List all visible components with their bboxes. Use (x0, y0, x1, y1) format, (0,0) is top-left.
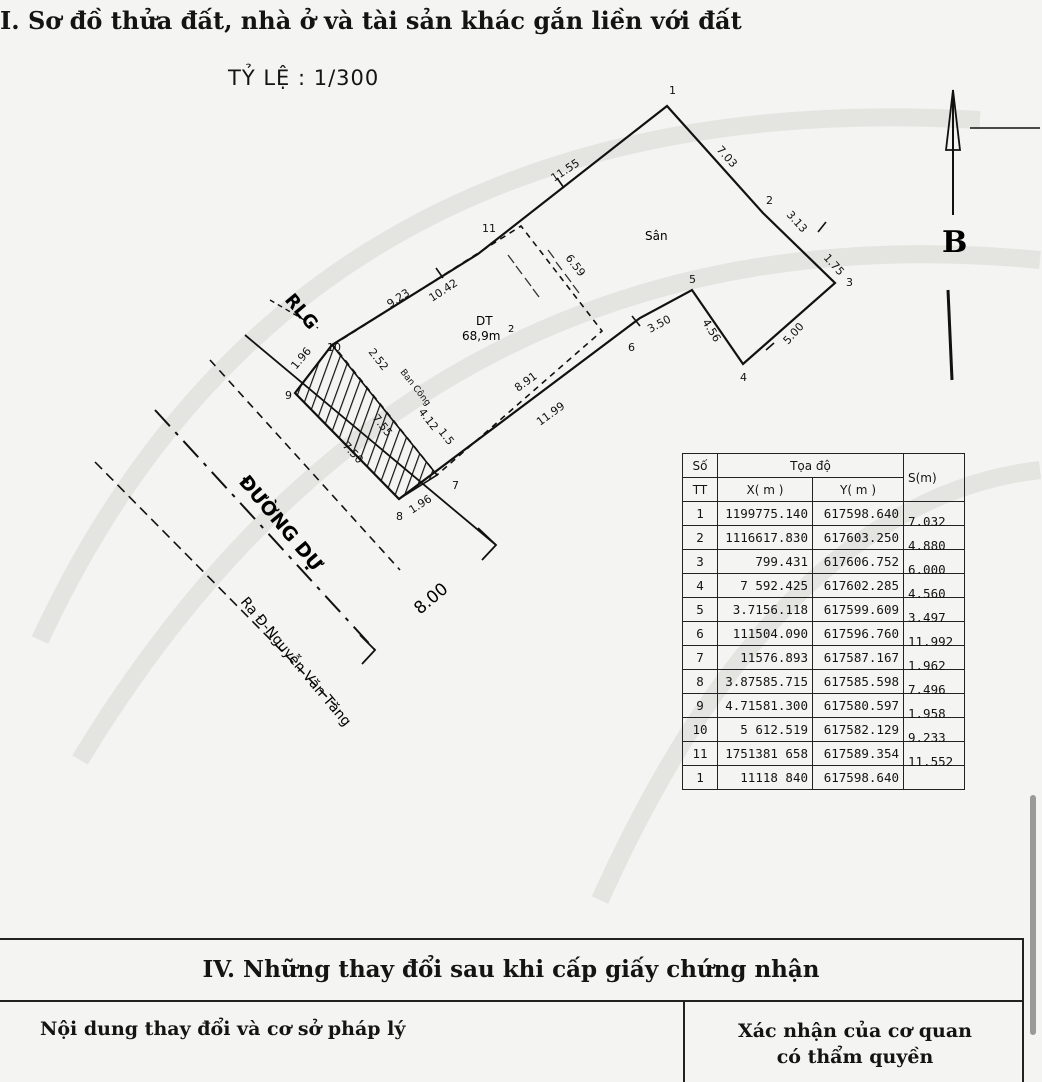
vertex-9: 9 (285, 389, 292, 402)
x-coordinate: 3.7156.118 (718, 598, 813, 622)
vertex-11: 11 (482, 222, 496, 235)
table-row (683, 622, 965, 646)
changes-section-title: IV. Những thay đổi sau khi cấp giấy chứng nhận (202, 956, 820, 983)
segment-length (904, 742, 965, 769)
header-coords: Tọa độ (718, 454, 904, 478)
road-direction-label: Ra Đ-Nguyễn Văn Tăng (236, 594, 355, 730)
point-number: 9 (683, 694, 718, 718)
y-coordinate: 617582.129 (813, 718, 904, 742)
y-coordinate: 617589.354 (813, 742, 904, 766)
authority-confirmation-header (690, 1018, 1020, 1070)
point-number: 4 (683, 574, 718, 598)
segment-length (904, 646, 965, 673)
change-content-header: Nội dung thay đổi và cơ sở pháp lý (40, 1018, 406, 1040)
y-coordinate: 617587.167 (813, 646, 904, 670)
table-row (683, 646, 965, 670)
segment-length (904, 694, 965, 721)
authority-line-2: có thẩm quyền (776, 1046, 934, 1068)
segment-length-value: 6.000 (908, 562, 946, 577)
section-divider (0, 1000, 1022, 1002)
north-symbol: B (942, 225, 968, 260)
point-number: 3 (683, 550, 718, 574)
segment-length-value: 11.992 (908, 634, 954, 649)
point-number: 6 (683, 622, 718, 646)
vertex-6: 6 (628, 341, 635, 354)
vertex-4: 4 (740, 371, 747, 384)
table-row (683, 670, 965, 694)
segment-length-value: 11.552 (908, 754, 954, 769)
y-coordinate: 617596.760 (813, 622, 904, 646)
segment-length-value: 7.032 (908, 514, 946, 529)
segment-length (904, 718, 965, 745)
header-y: Y( m ) (813, 478, 904, 502)
inner-top-length: 10.42 (426, 276, 461, 305)
document-heading: I. Sơ đồ thửa đất, nhà ở và tài sản khác gắn liền với đất (0, 6, 742, 35)
header-no: Số (683, 454, 718, 478)
y-coordinate: 617585.598 (813, 670, 904, 694)
segment-length (904, 598, 965, 625)
table-row (683, 550, 965, 574)
segment-length (904, 502, 965, 529)
header-length: S(m) (904, 454, 965, 502)
vertex-2: 2 (766, 194, 773, 207)
area-value: 68,9m (462, 329, 501, 343)
segment-length-value: 1.962 (908, 658, 946, 673)
edge-10-11: 9.23 (384, 286, 413, 311)
vertex-10: 10 (327, 341, 341, 354)
point-number: 8 (683, 670, 718, 694)
x-coordinate: 4.71581.300 (718, 694, 813, 718)
point-number: 11 (683, 742, 718, 766)
point-number: 7 (683, 646, 718, 670)
segment-length-value: 1.958 (908, 706, 946, 721)
y-coordinate: 617603.250 (813, 526, 904, 550)
edge-6-7: 11.99 (534, 399, 568, 429)
inner-left-a: 2.52 (365, 345, 391, 374)
inner-right-length: 6.59 (562, 251, 588, 280)
vertex-1: 1 (669, 84, 676, 97)
segment-length (904, 670, 965, 697)
table-row (683, 574, 965, 598)
inner-left-b: 4.12 (415, 405, 441, 434)
edge-3-4: 5.00 (780, 320, 807, 348)
point-number: 5 (683, 598, 718, 622)
segment-length (904, 766, 965, 790)
road-label: ĐƯỜNG DỰ (234, 471, 327, 576)
segment-length-value: 9.233 (908, 730, 946, 745)
y-coordinate: 617602.285 (813, 574, 904, 598)
table-row (683, 598, 965, 622)
segment-length-value: 3.497 (908, 610, 946, 625)
area-unit-sup: 2 (508, 324, 515, 335)
segment-length-value: 4.880 (908, 538, 946, 553)
segment-length-value: 4.560 (908, 586, 946, 601)
changes-section (0, 938, 1024, 1082)
x-coordinate: 7 592.425 (718, 574, 813, 598)
point-number: 2 (683, 526, 718, 550)
y-coordinate: 617599.609 (813, 598, 904, 622)
x-coordinate: 5 612.519 (718, 718, 813, 742)
edge-1-2: 7.03 (713, 143, 740, 171)
point-number: 1 (683, 766, 718, 790)
x-coordinate: 799.431 (718, 550, 813, 574)
y-coordinate: 617606.752 (813, 550, 904, 574)
segment-length-value: 7.496 (908, 682, 946, 697)
edge-7-8: 1.96 (406, 492, 435, 517)
x-coordinate: 1751381 658 (718, 742, 813, 766)
vertical-scrollbar[interactable] (1030, 795, 1036, 1035)
table-row (683, 526, 965, 550)
x-coordinate: 11576.893 (718, 646, 813, 670)
x-coordinate: 111504.090 (718, 622, 813, 646)
vertex-8: 8 (396, 510, 403, 523)
inner-left-c: 1.5 (435, 425, 457, 448)
yard-label: Sân (645, 229, 668, 243)
edge-8-9: 7.50 (339, 439, 366, 467)
segment-length (904, 550, 965, 577)
segment-length (904, 622, 965, 649)
edge-11-1: 11.55 (548, 156, 583, 185)
y-coordinate: 617598.640 (813, 766, 904, 790)
table-row (683, 766, 965, 790)
vertex-5: 5 (689, 273, 696, 286)
scale-label: TỶ LỆ : 1/300 (228, 66, 380, 90)
edge-5-6: 3.50 (645, 312, 674, 336)
vertex-7: 7 (452, 479, 459, 492)
edge-9-10: 1.96 (288, 344, 315, 372)
table-row (683, 718, 965, 742)
header-x: X( m ) (718, 478, 813, 502)
edge-4-5: 4.56 (699, 316, 724, 345)
area-label: DT (476, 314, 493, 328)
edge-3-tick: 1.75 (820, 251, 847, 279)
x-coordinate: 1199775.140 (718, 502, 813, 526)
coordinate-rows (683, 502, 965, 790)
balcony-label: Ban Công (397, 367, 433, 409)
authority-line-1: Xác nhận của cơ quan (738, 1020, 972, 1042)
table-row (683, 502, 965, 526)
table-row (683, 742, 965, 766)
x-coordinate: 3.87585.715 (718, 670, 813, 694)
y-coordinate: 617580.597 (813, 694, 904, 718)
setback-label: RLG (280, 289, 323, 334)
inner-bottom-length: 8.91 (512, 369, 540, 395)
road-width-label: 8.00 (410, 579, 453, 619)
edge-2-3: 3.13 (783, 208, 810, 236)
coordinate-table (682, 453, 965, 790)
column-divider (683, 1000, 685, 1082)
vertex-3: 3 (846, 276, 853, 289)
x-coordinate: 1116617.830 (718, 526, 813, 550)
x-coordinate: 11118 840 (718, 766, 813, 790)
segment-length (904, 526, 965, 553)
header-no2: TT (683, 478, 718, 502)
point-number: 1 (683, 502, 718, 526)
segment-length (904, 574, 965, 601)
y-coordinate: 617598.640 (813, 502, 904, 526)
hatched-length: 7.55 (369, 411, 395, 440)
point-number: 10 (683, 718, 718, 742)
table-row (683, 694, 965, 718)
